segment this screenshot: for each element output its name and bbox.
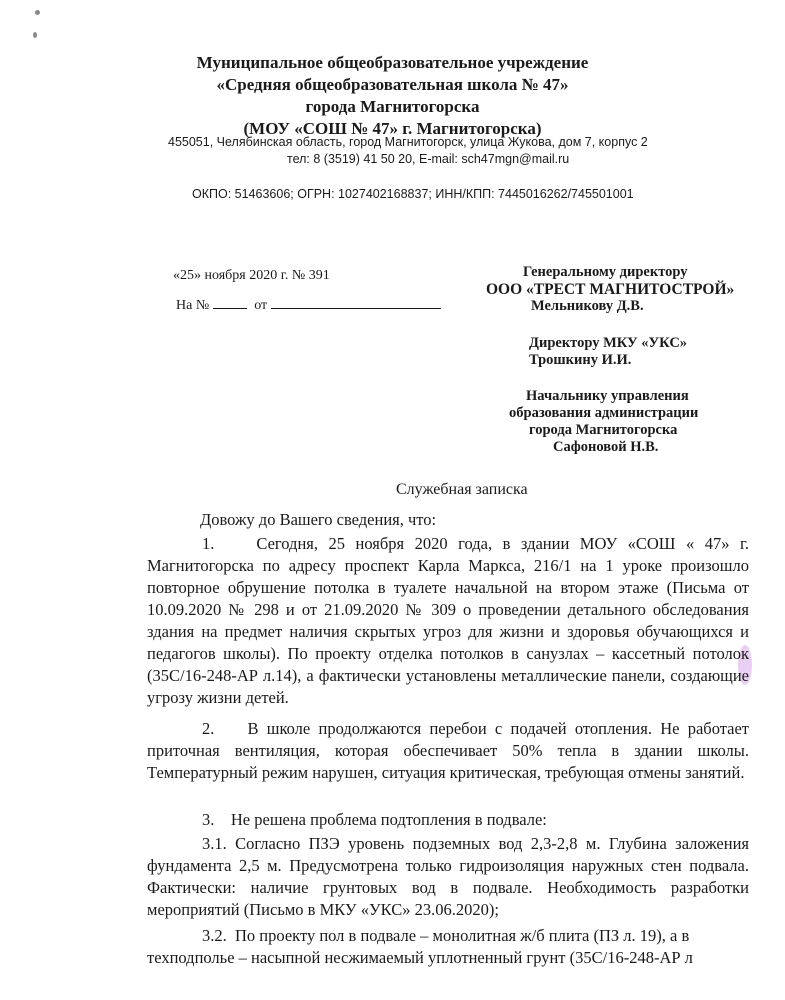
recipient-3-title-3: города Магнитогорска [529, 422, 678, 438]
ref-from: от [254, 298, 268, 313]
recipient-3-title-1: Начальнику управления [526, 388, 689, 404]
doc-date-number: «25» ноября 2020 г. № 391 [173, 268, 330, 283]
ref-prefix: На № [176, 298, 210, 313]
doc-intro: Довожу до Вашего сведения, что: [200, 510, 437, 529]
recipient-1-org: ООО «ТРЕСТ МАГНИТОСТРОЙ» [486, 281, 735, 298]
org-requisites: ОКПО: 51463606; ОГРН: 1027402168837; ИНН/КПП: 7445016262/745501001 [192, 187, 634, 201]
recipient-3-title-2: образования администрации [509, 405, 699, 421]
scan-speck [33, 32, 37, 38]
ref-number-blank [213, 294, 247, 309]
recipient-1-title: Генеральному директору [523, 264, 688, 280]
org-short-name: (МОУ «СОШ № 47» г. Магнитогорска) [243, 119, 542, 138]
doc-title: Служебная записка [396, 481, 528, 498]
recipient-3-name: Сафоновой Н.В. [553, 439, 659, 455]
ref-date-blank [271, 294, 441, 309]
paragraph-3: 3. Не решена проблема подтопления в подвале: [202, 810, 547, 829]
paragraph-3-1: 3.1. Согласно ПЗЭ уровень подземных вод 2,3-2,8 м. Глубина заложения фундамента 2,5 м. Предусмотрена только гидроизоляция наружных стен подвала. Фактически: наличие грунтовых вод в подвале. Необходимость разработки мероприятий (Письмо в МКУ «УКС» 23.06.2020); [147, 834, 749, 919]
reference-line [176, 294, 441, 314]
org-name-line-3: города Магнитогорска [305, 97, 480, 116]
paragraph-3-2: 3.2. По проекту пол в подвале – монолитная ж/б плита (ПЗ л. 19), а в техподполье – насыпной несжимаемый уплотненный грунт (35С/16-248-АР л [147, 926, 693, 967]
paragraph-2: 2. В школе продолжаются перебои с подачей отопления. Не работает приточная вентиляция, которая обеспечивает 50% тепла в здании школы. Температурный режим нарушен, ситуация критическая, требующая отмены занятий. [147, 719, 749, 782]
recipient-2-title: Директору МКУ «УКС» [529, 335, 688, 351]
recipient-1-name: Мельникову Д.В. [531, 298, 644, 314]
recipient-2-name: Трошкину И.И. [529, 352, 632, 368]
scan-speck [35, 10, 40, 15]
org-address: 455051, Челябинская область, город Магнитогорск, улица Жукова, дом 7, корпус 2 [168, 135, 648, 149]
org-name-line-2: «Средняя общеобразовательная школа № 47» [216, 75, 569, 94]
org-contacts: тел: 8 (3519) 41 50 20, E-mail: sch47mgn@mail.ru [287, 152, 570, 166]
org-name-line-1: Муниципальное общеобразовательное учреждение [196, 53, 589, 72]
paragraph-1: 1. Сегодня, 25 ноября 2020 года, в здании МОУ «СОШ « 47» г. Магнитогорска по адресу проспект Карла Маркса, 216/1 на 1 уроке произошло повторное обрушение потолка в туалете начальной на втором этаже (Письма от 10.09.2020 № 298 и от 21.09.2020 № 309 о проведении детального обследования здания на предмет наличия скрытых угроз для жизни и здоровья обучающихся и педагогов школы). По проекту отделка потолков в санузлах – кассетный потолок (35С/16-248-АР л.14), а фактически установлены металлические панели, создающие угрозу жизни детей. [147, 534, 749, 707]
